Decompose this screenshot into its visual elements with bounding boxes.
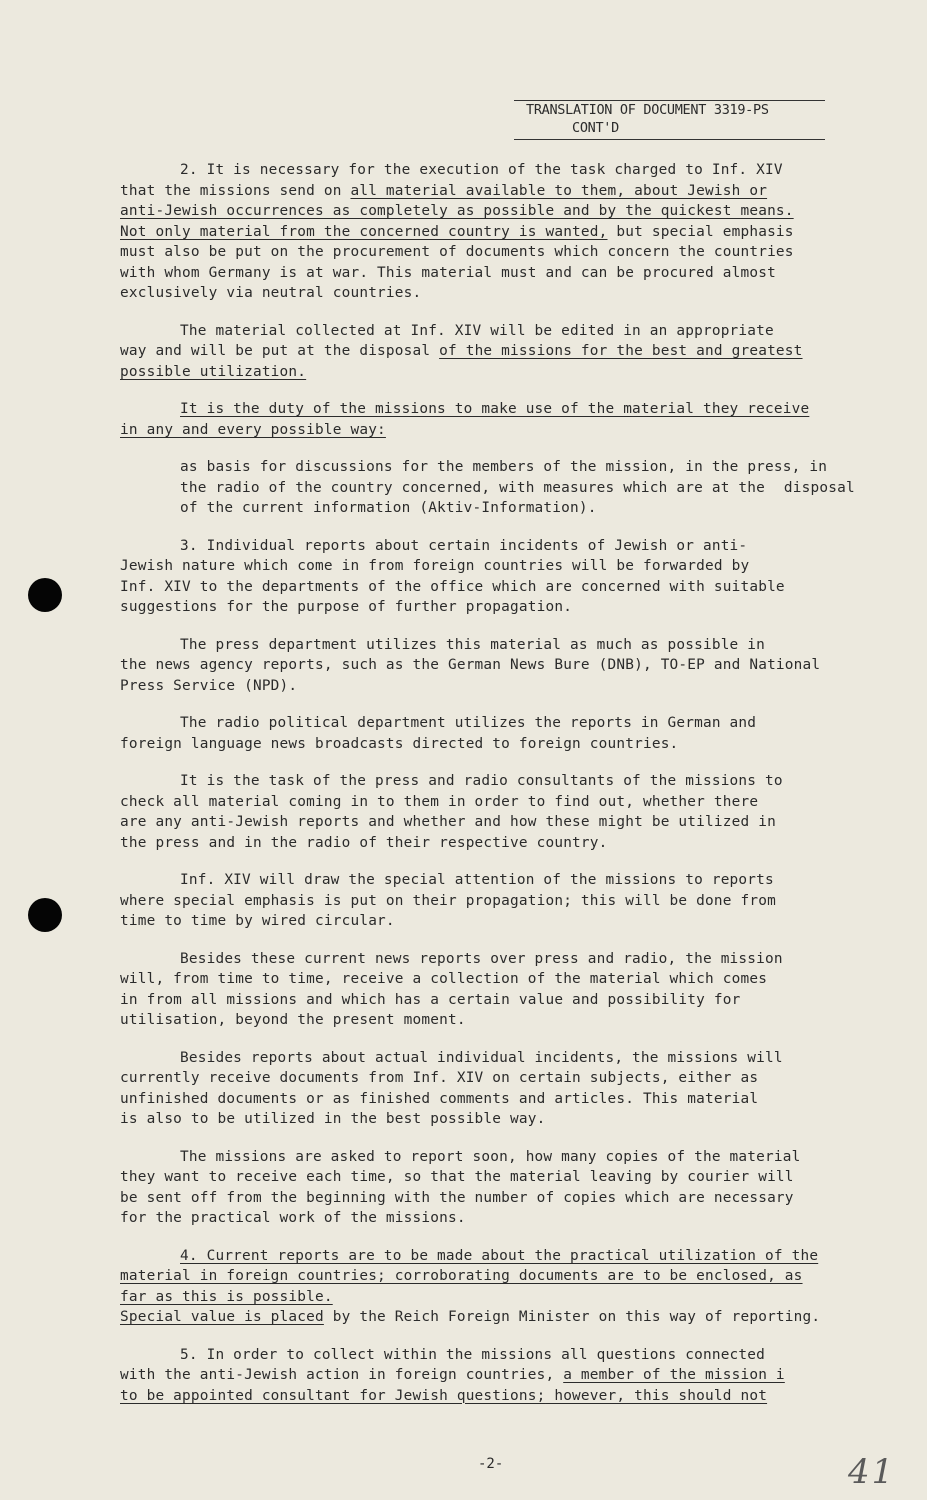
text-line: must also be put on the procurement of documents which concern the countries bbox=[120, 244, 794, 260]
text-line: Press Service (NPD). bbox=[120, 677, 298, 694]
text-line: be sent off from the beginning with the number of copies which are necessary bbox=[120, 1189, 794, 1206]
usage-list bbox=[180, 457, 860, 519]
text-line: exclusively via neutral countries. bbox=[120, 285, 422, 301]
text-line: The missions are asked to report soon, how many copies of the material bbox=[180, 1148, 801, 1165]
text-line: time to time by wired circular. bbox=[120, 913, 395, 929]
paragraph-duty bbox=[120, 399, 860, 440]
underlined-text: to be appointed consultant for Jewish questions; bbox=[120, 1387, 546, 1404]
text-line: is also to be utilized in the best possible way. bbox=[120, 1111, 546, 1127]
text-line: Jewish nature which come in from foreign countries will be forwarded by bbox=[120, 558, 750, 574]
paragraph-documents bbox=[120, 1048, 860, 1130]
underlined-text: a member of the mission i bbox=[563, 1367, 785, 1383]
text-line: suggestions for the purpose of further propagation. bbox=[120, 599, 573, 615]
header-title: TRANSLATION OF DOCUMENT 3319-PS bbox=[526, 102, 769, 118]
underlined-text: Special value is placed bbox=[120, 1309, 324, 1325]
text-line: check all material coming in to them in order to find out, whether there bbox=[120, 793, 759, 810]
paragraph-3 bbox=[120, 536, 860, 618]
list-item: as basis for discussions for the members of the mission, bbox=[180, 459, 677, 475]
text-line: Besides reports about actual individual incidents, the missions will bbox=[180, 1049, 783, 1066]
page-number: -2- bbox=[478, 1456, 504, 1472]
text-line: The material collected at Inf. XIV will be edited in an appropriate bbox=[180, 322, 774, 339]
text-line: by the Reich Foreign Minister on this way of reporting. bbox=[323, 1309, 821, 1325]
underlined-text: 4. Current reports are to be made about the practical utilization of the bbox=[180, 1247, 819, 1264]
paragraph-press-department bbox=[120, 635, 860, 697]
paragraph-collection bbox=[120, 949, 860, 1031]
text-line: 5. In order to collect within the missions all questions connected bbox=[180, 1346, 766, 1363]
underlined-text: however, this should not bbox=[545, 1387, 768, 1404]
punch-hole-top bbox=[28, 578, 62, 612]
text-line: that the missions send on bbox=[120, 182, 351, 199]
text-line: in from all missions and which has a certain value and possibility for bbox=[120, 991, 741, 1008]
handwritten-page-number: 41 bbox=[848, 1452, 896, 1492]
list-item: in the press, bbox=[685, 459, 801, 475]
underlined-text: anti-Jewish occurrences as completely as possible and by the quickest means. bbox=[120, 203, 794, 219]
text-line: for the practical work of the missions. bbox=[120, 1210, 466, 1226]
text-line: Inf. XIV to the departments of the office which are concerned with suitable bbox=[120, 578, 785, 595]
text-line: are any anti-Jewish reports and whether and how these might be utilized in bbox=[120, 814, 776, 830]
punch-hole-bottom bbox=[28, 898, 62, 932]
underlined-text: in any and every possible way: bbox=[120, 421, 386, 438]
text-line: The press department utilizes this material as much as possible in bbox=[180, 636, 766, 653]
text-line: foreign language news broadcasts directed to foreign countries. bbox=[120, 735, 679, 752]
underlined-text: all material available to them, about Jewish or bbox=[350, 182, 768, 199]
document-header bbox=[510, 100, 825, 140]
paragraph-5 bbox=[120, 1345, 860, 1407]
header-subtitle: CONT'D bbox=[572, 120, 619, 136]
paragraph-special-attention bbox=[120, 870, 860, 932]
text-line: they want to receive each time, so that the material leaving by courier will bbox=[120, 1169, 794, 1185]
text-line: way and will be put at the disposal bbox=[120, 343, 440, 359]
underlined-text: possible utilization. bbox=[120, 363, 307, 380]
list-item: in the radio of the country concerned, with measures which are at the bbox=[180, 459, 828, 496]
text-line: with the anti-Jewish action in foreign countries, bbox=[120, 1367, 564, 1383]
text-line: Inf. XIV will draw the special attention of the missions to reports bbox=[180, 872, 774, 888]
underlined-text: material in foreign countries; corroborating documents are to be enclosed, as bbox=[120, 1268, 803, 1284]
list-item: disposal of the current information (Aktiv-Information). bbox=[180, 479, 855, 516]
paragraph-radio-department bbox=[120, 713, 860, 754]
text-line: The radio political department utilizes the reports in German and bbox=[180, 715, 757, 731]
paragraph-consultants bbox=[120, 771, 860, 853]
paragraph-material bbox=[120, 321, 860, 383]
text-line: 2. It is necessary for the execution of the task charged to Inf. XIV bbox=[180, 162, 783, 178]
text-line: the news agency reports, such as the German News Bure (DNB), TO-EP and National bbox=[120, 657, 821, 673]
text-line: unfinished documents or as finished comments and articles. This material bbox=[120, 1090, 759, 1107]
text-line: will, from time to time, receive a collection of the material which comes bbox=[120, 971, 768, 987]
text-line: but special emphasis bbox=[607, 223, 794, 240]
paragraph-4 bbox=[120, 1246, 860, 1328]
document-body bbox=[120, 160, 860, 1423]
text-line: It is the task of the press and radio consultants of the missions to bbox=[180, 773, 783, 789]
text-line: currently receive documents from Inf. XIV on certain subjects, either as bbox=[120, 1070, 759, 1086]
underlined-text: Not only material from the concerned country is wanted, bbox=[120, 223, 608, 240]
text-line: the press and in the radio of their respective country. bbox=[120, 834, 608, 851]
text-line: utilisation, beyond the present moment. bbox=[120, 1012, 466, 1028]
text-line: where special emphasis is put on their propagation; this will be done from bbox=[120, 892, 776, 909]
text-line: 3. Individual reports about certain incidents of Jewish or anti- bbox=[180, 537, 748, 554]
text-line: with whom Germany is at war. This material must and can be procured almost bbox=[120, 264, 776, 281]
underlined-text: It is the duty of the missions to make use of the material they receive bbox=[180, 401, 810, 417]
paragraph-copies bbox=[120, 1147, 860, 1229]
underlined-text: far as this is possible. bbox=[120, 1288, 333, 1305]
header-rule-bottom bbox=[514, 139, 825, 140]
underlined-text: of the missions for the best and greatest bbox=[439, 343, 803, 359]
text-line: Besides these current news reports over press and radio, the mission bbox=[180, 950, 783, 967]
paragraph-2 bbox=[120, 160, 860, 304]
